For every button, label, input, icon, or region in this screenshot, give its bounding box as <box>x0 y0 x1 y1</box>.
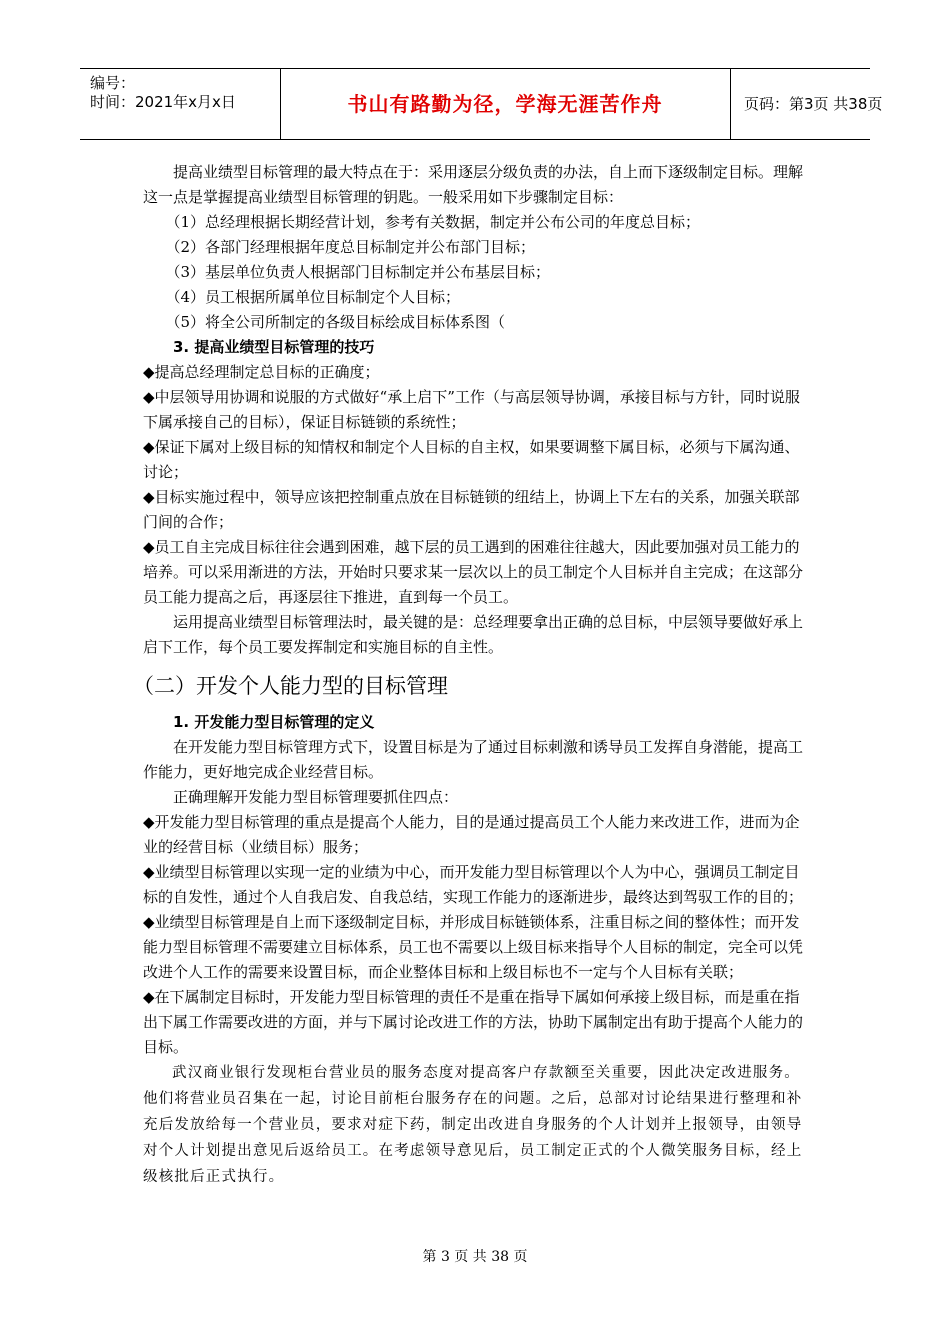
header-page-info: 页码：第3页 共38页 <box>744 95 883 113</box>
step-item: （2）各部门经理根据年度总目标制定并公布部门目标； <box>165 238 536 256</box>
point-item: ◆在下属制定目标时，开发能力型目标管理的责任不是重在指导下属如何承接上级目标，而是重在指出下属工作需要改进的方面，并与下属讨论改进工作的方法，协助下属制定出有助于提高个人能力的目标。 <box>143 988 804 1056</box>
subheading-techniques: 3. 提高业绩型目标管理的技巧 <box>173 338 375 356</box>
time-label: 时间：2021年x月x日 <box>90 93 236 111</box>
four-points-intro: 正确理解开发能力型目标管理要抓住四点： <box>173 788 459 806</box>
document-body <box>133 160 810 1190</box>
point-item: ◆业绩型目标管理是自上而下逐级制定目标，并形成目标链锁体系，注重目标之间的整体性；而开发能力型目标管理不需要建立目标体系，员工也不需要以上级目标来指导个人目标的制定，完全可以凭改进个人工作的需要来设置目标，而企业整体目标和上级目标也不一定与个人目标有关联； <box>143 913 804 981</box>
point-item: ◆开发能力型目标管理的重点是提高个人能力，目的是通过提高员工个人能力来改进工作，进而为企业的经营目标（业绩目标）服务； <box>143 813 800 856</box>
step-item: （5）将全公司所制定的各级目标绘成目标体系图（ <box>165 313 506 331</box>
step-item: （4）员工根据所属单位目标制定个人目标； <box>165 288 461 306</box>
header-motto: 书山有路勤为径，学海无涯苦作舟 <box>280 69 731 139</box>
tip-item: ◆中层领导用协调和说服的方式做好“承上启下”工作（与高层领导协调，承接目标与方针，同时说服下属承接自己的目标），保证目标链锁的系统性； <box>143 388 800 431</box>
subheading-definition: 1. 开发能力型目标管理的定义 <box>173 713 375 731</box>
tip-item: ◆目标实施过程中，领导应该把控制重点放在目标链锁的纽结上，协调上下左右的关系，加强关联部门间的合作； <box>143 488 800 531</box>
header-meta <box>80 69 281 139</box>
summary-paragraph: 运用提高业绩型目标管理法时，最关键的是：总经理要拿出正确的总目标，中层领导要做好承上启下工作，每个员工要发挥制定和实施目标的自主性。 <box>143 613 804 656</box>
point-item: ◆业绩型目标管理以实现一定的业绩为中心，而开发能力型目标管理以个人为中心，强调员工制定目标的自发性，通过个人自我启发、自我总结，实现工作能力的逐渐进步，最终达到驾驭工作的目的； <box>143 863 804 906</box>
tip-item: ◆提高总经理制定总目标的正确度； <box>143 363 380 381</box>
tip-item: ◆员工自主完成目标往往会遇到困难，越下层的员工遇到的困难往往越大，因此要加强对员工能力的培养。可以采用渐进的方法，开始时只要求某一层次以上的员工制定个人目标并自主完成；在这部分员工能力提高之后，再逐层往下推进，直到每一个员工。 <box>143 538 804 606</box>
page-header <box>80 68 883 140</box>
tip-item: ◆保证下属对上级目标的知情权和制定个人目标的自主权，如果要调整下属目标，必须与下属沟通、讨论； <box>143 438 800 481</box>
intro-paragraph: 提高业绩型目标管理的最大特点在于：采用逐层分级负责的办法，自上而下逐级制定目标。理解这一点是掌握提高业绩型目标管理的钥匙。一般采用如下步骤制定目标： <box>143 163 804 206</box>
case-study-paragraph: 武汉商业银行发现柜台营业员的服务态度对提高客户存款额至关重要，因此决定改进服务。他们将营业员召集在一起，讨论目前柜台服务存在的问题。之后，总部对讨论结果进行整理和补充后发放给每一个营业员，要求对症下药，制定出改进自身服务的个人计划并上报领导，由领导对个人计划提出意见后返给员工。在考虑领导意见后，员工制定正式的个人微笑服务目标，经上级核批后正式执行。 <box>143 1065 803 1185</box>
step-item: （1）总经理根据长期经营计划，参考有关数据，制定并公布公司的年度总目标； <box>165 213 701 231</box>
definition-paragraph: 在开发能力型目标管理方式下，设置目标是为了通过目标刺激和诱导员工发挥自身潜能，提高工作能力，更好地完成企业经营目标。 <box>143 738 804 781</box>
section-heading: （二）开发个人能力型的目标管理 <box>133 674 448 698</box>
step-item: （3）基层单位负责人根据部门目标制定并公布基层目标； <box>165 263 551 281</box>
number-label: 编号： <box>90 74 136 92</box>
page-footer: 第 3 页 共 38 页 <box>422 1249 528 1265</box>
